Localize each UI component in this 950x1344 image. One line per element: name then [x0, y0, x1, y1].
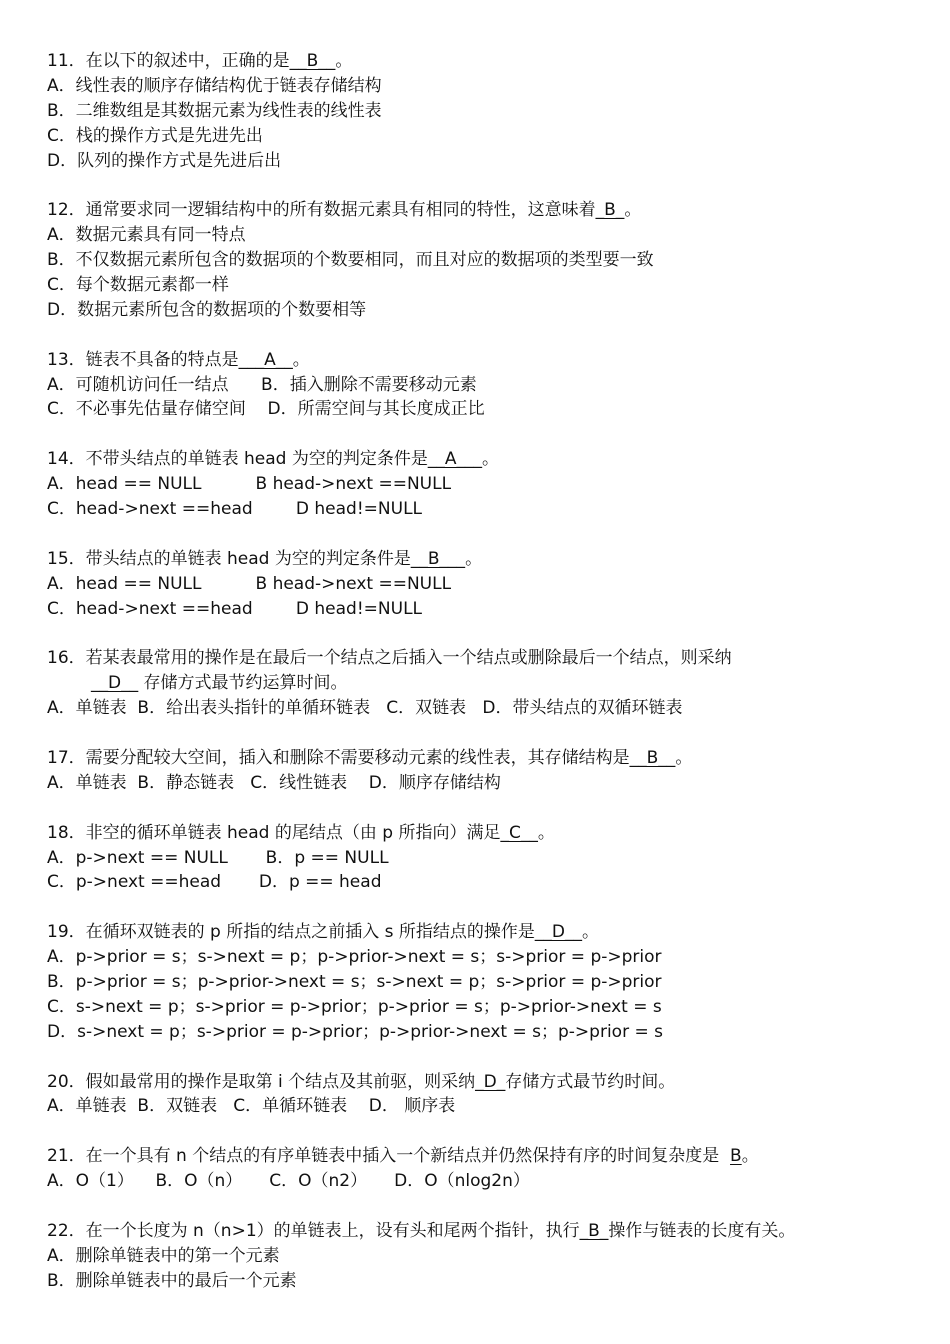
answer-blank: __B__ — [289, 51, 336, 71]
stem-text: 。 — [292, 349, 310, 370]
stem-text: 。 — [582, 922, 599, 943]
answer-blank: B — [730, 1146, 742, 1167]
stem-text: 。 — [741, 1146, 759, 1167]
option-line: A．单链表 B．静态链表 C．线性链表 D．顺序存储结构 — [47, 772, 501, 793]
option-line: C．p->next ==head D．p == head — [47, 872, 382, 893]
question-block — [47, 821, 927, 896]
option-line: D．队列的操作方式是先进后出 — [47, 150, 282, 171]
option-line: B．删除单链表中的最后一个元素 — [47, 1270, 297, 1291]
question-block — [47, 746, 927, 796]
stem-text: 14．不带头结点的单链表 head 为空的判定条件是 — [47, 449, 428, 470]
question-block — [47, 198, 927, 322]
question-block — [47, 1219, 927, 1294]
option-line: C．head->next ==head D head!=NULL — [47, 499, 423, 520]
answer-blank: __D__ — [91, 673, 139, 694]
question-stem — [47, 348, 927, 373]
stem-text: 16．若某表最常用的操作是在最后一个结点之后插入一个结点或删除最后一个结点，则采纳 — [47, 648, 732, 669]
option-line: A．p->prior = s；s->next = p；p->prior->next = s；s->prior = p->prior — [47, 947, 662, 968]
option-line: C．每个数据元素都一样 — [47, 275, 229, 296]
question-stem — [47, 49, 927, 74]
answer-blank: ___A__ — [238, 349, 293, 370]
answer-blank: _D_ — [475, 1071, 506, 1092]
question-stem — [47, 920, 927, 945]
answer-blank: _B_ — [595, 200, 625, 221]
option-line: A．单链表 B．双链表 C．单循环链表 D． 顺序表 — [47, 1096, 456, 1117]
question-stem — [47, 746, 927, 771]
stem-text: 。 — [465, 548, 483, 569]
option-line: A．O（1） B．O（n） C．O（n2） D．O（nlog2n） — [47, 1171, 530, 1192]
option-line: C．s->next = p；s->prior = p->prior；p->prior = s；p->prior->next = s — [47, 996, 662, 1017]
question-stem — [47, 1144, 927, 1169]
question-stem-continued — [47, 671, 927, 696]
option-line: B．不仅数据元素所包含的数据项的个数要相同，而且对应的数据项的类型要一致 — [47, 250, 654, 271]
question-block — [47, 1070, 927, 1120]
stem-text: 存储方式最节约运算时间。 — [138, 673, 348, 694]
question-stem — [47, 447, 927, 472]
stem-text: 。 — [675, 747, 693, 768]
answer-blank: __B__ — [629, 747, 676, 768]
option-line: A．删除单链表中的第一个元素 — [47, 1245, 280, 1266]
question-stem — [47, 198, 927, 223]
stem-text: 操作与链表的长度有关。 — [608, 1220, 796, 1241]
option-line: D．s->next = p；s->prior = p->prior；p->prior->next = s；p->prior = s — [47, 1021, 663, 1042]
stem-text: 。 — [335, 51, 353, 71]
question-stem — [47, 821, 927, 846]
stem-text: 。 — [624, 200, 642, 221]
stem-text: 21．在一个具有 n 个结点的有序单链表中插入一个新结点并仍然保持有序的时间复杂度是 — [47, 1146, 731, 1167]
stem-text: 15．带头结点的单链表 head 为空的判定条件是 — [47, 548, 411, 569]
option-line: B．p->prior = s；p->prior->next = s；s->next = p；s->prior = p->prior — [47, 971, 662, 992]
answer-blank: _B_ — [579, 1220, 609, 1241]
question-block — [47, 547, 927, 622]
stem-text: 11．在以下的叙述中，正确的是 — [47, 51, 290, 71]
stem-text: 13．链表不具备的特点是 — [47, 349, 239, 370]
option-line: B．二维数组是其数据元素为线性表的线性表 — [47, 100, 382, 121]
option-line: A．单链表 B．给出表头指针的单循环链表 C．双链表 D．带头结点的双循环链表 — [47, 698, 683, 719]
stem-text: 12．通常要求同一逻辑结构中的所有数据元素具有相同的特性，这意味着 — [47, 200, 596, 221]
question-stem — [47, 1070, 927, 1095]
question-block — [47, 348, 927, 423]
option-line: C．栈的操作方式是先进先出 — [47, 125, 263, 146]
option-line: A．head == NULL B head->next ==NULL — [47, 474, 452, 495]
stem-text: 。 — [482, 449, 500, 470]
question-block — [47, 646, 927, 721]
answer-blank: __D__ — [534, 922, 582, 943]
question-stem — [47, 547, 927, 572]
option-line: D．数据元素所包含的数据项的个数要相等 — [47, 299, 367, 320]
answer-blank: __A___ — [427, 449, 483, 470]
option-line: C．不必事先估量存储空间 D．所需空间与其长度成正比 — [47, 399, 485, 420]
question-stem — [47, 646, 927, 671]
option-line: A．数据元素具有同一特点 — [47, 225, 246, 246]
question-block — [47, 49, 927, 173]
question-stem — [47, 1219, 927, 1244]
stem-text: 22．在一个长度为 n（n>1）的单链表上，设有头和尾两个指针，执行 — [47, 1220, 580, 1241]
stem-text: 存储方式最节约时间。 — [505, 1071, 676, 1092]
question-block — [47, 920, 927, 1044]
answer-blank: _C__ — [500, 822, 538, 843]
question-block — [47, 1144, 927, 1194]
stem-text: 。 — [537, 822, 555, 843]
stem-text: 19．在循环双链表的 p 所指的结点之前插入 s 所指结点的操作是 — [47, 922, 535, 943]
stem-text: 20．假如最常用的操作是取第 i 个结点及其前驱，则采纳 — [47, 1071, 476, 1092]
option-line: C．head->next ==head D head!=NULL — [47, 598, 423, 619]
question-document — [47, 49, 927, 1294]
option-line: A．可随机访问任一结点 B．插入删除不需要移动元素 — [47, 374, 477, 395]
stem-text: 18．非空的循环单链表 head 的尾结点（由 p 所指向）满足 — [47, 822, 501, 843]
option-line: A．线性表的顺序存储结构优于链表存储结构 — [47, 75, 382, 96]
option-line: A．head == NULL B head->next ==NULL — [47, 573, 452, 594]
stem-text: 17．需要分配较大空间，插入和删除不需要移动元素的线性表，其存储结构是 — [47, 747, 630, 768]
answer-blank: __B___ — [410, 548, 466, 569]
question-block — [47, 447, 927, 522]
option-line: A．p->next == NULL B．p == NULL — [47, 847, 389, 868]
